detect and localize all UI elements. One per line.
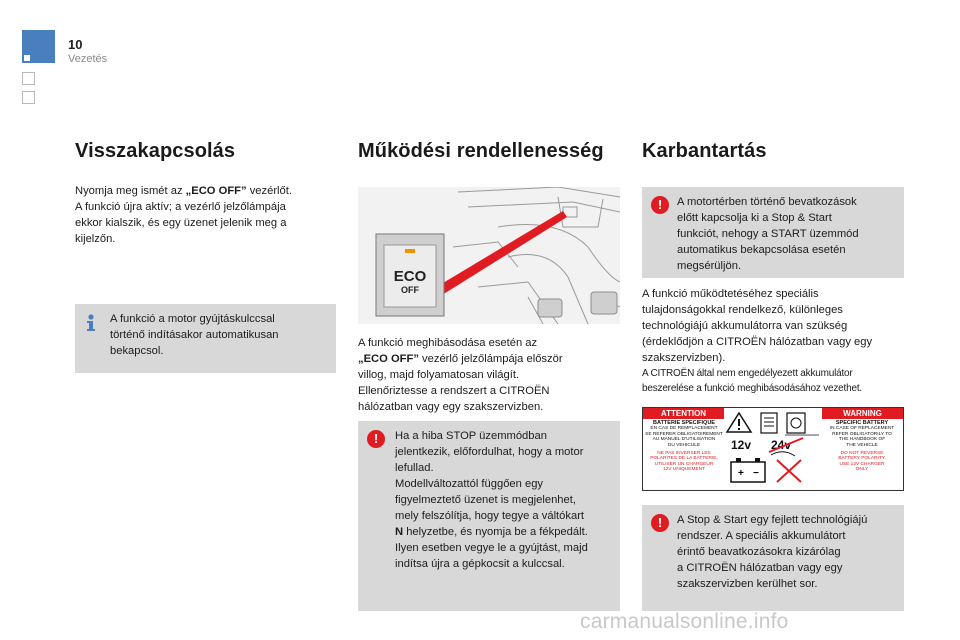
- warn1-line-1: A motortérben történő bevatkozások: [677, 196, 857, 208]
- warn1-line-5: megsérüljön.: [677, 260, 742, 272]
- col1-line-4: kijelzőn.: [75, 233, 116, 245]
- warn2-line-2: rendszer. A speciális akkumulátort: [677, 530, 846, 542]
- warn2-line-3: érintő beavatkozásokra kizárólag: [677, 546, 841, 558]
- warning-box-stop-mode: [358, 421, 620, 611]
- note-line-2: beszerelése a funkció meghibásodásához vezethet.: [642, 383, 862, 394]
- warn1-line-2: előtt kapcsolja ki a Stop & Start: [677, 212, 832, 224]
- warn-line-3: lefullad.: [395, 462, 434, 474]
- warning-icon: !: [367, 430, 385, 448]
- col3-line-3: technológiájú akkumulátorra van szükség: [642, 320, 848, 332]
- label-attention: ATTENTION: [643, 408, 724, 419]
- warn1-line-4: automatikus bekapcsolása esetén: [677, 244, 846, 256]
- svg-text:+: +: [738, 468, 744, 479]
- col1-line-3: ekkor kialszik, és egy üzenet jelenik meg a: [75, 217, 287, 229]
- warning-box-special-battery: [642, 505, 904, 611]
- section-marker-dot: [24, 55, 30, 61]
- label-en-text: SPECIFIC BATTERY IN CASE OF REPLACEMENT REFER OBLIGATORILY TO THE HANDBOOK OF THE VEHICLE DO NOT REVERSE BATTERY POLARITY, USE 12V CHARGER ONLY: [829, 420, 895, 473]
- warn2-line-5: szakszervizben kerülhet sor.: [677, 578, 818, 590]
- warn-line-7: N helyzetbe, és nyomja be a fékpedált.: [395, 526, 588, 538]
- heading-visszakapcsolas: Visszakapcsolás: [75, 140, 236, 162]
- label-12v: 12v: [731, 438, 752, 452]
- col2-line-3: villog, majd folyamatosan világít.: [358, 369, 520, 381]
- warn1-line-3: funkciót, nehogy a START üzemmód: [677, 228, 859, 240]
- warning-icon: !: [651, 514, 669, 532]
- eco-button-label: ECO: [393, 268, 427, 285]
- off-button-label: OFF: [401, 285, 419, 295]
- page-number: 10: [68, 37, 83, 52]
- note-line-1: A CITROËN által nem engedélyezett akkumulátor: [642, 368, 853, 379]
- section-title: Vezetés: [68, 53, 108, 65]
- warn-line-5: figyelmeztető üzenet is megjelenhet,: [395, 494, 576, 506]
- label-warning: WARNING: [822, 408, 903, 419]
- heading-mukodesi-rendellenesseg: Működési rendellenesség: [358, 140, 604, 162]
- warn2-line-4: a CITROËN hálózatban vagy egy: [677, 562, 843, 574]
- prohibited-24v-icon: [767, 436, 807, 454]
- warn-line-1: Ha a hiba STOP üzemmódban: [395, 430, 547, 442]
- label-24v: 24v: [771, 438, 792, 452]
- nav-square-2: [22, 91, 35, 104]
- col3-line-2: tulajdonságokkal rendelkező, különleges: [642, 304, 843, 316]
- warn-line-9: indítsa újra a gépkocsit a kulccsal.: [395, 558, 565, 570]
- warning-box-engine-bay: [642, 187, 904, 278]
- dashboard-illustration: [358, 187, 620, 324]
- warn-line-6: mely felszólítja, hogy tegye a váltókart: [395, 510, 585, 522]
- warn-line-8: Ilyen esetben vegye le a gyújtást, majd: [395, 542, 588, 554]
- watermark: carmanualsonline.info: [580, 610, 789, 633]
- battery-warning-label: [642, 407, 904, 491]
- label-fr-text: BATTERIE SPECIFIQUE EN CAS DE REMPLACEMENT SE REFERER OBLIGATOIREMENT AU MANUEL D'UTILISATION DU VEHICULE NE PAS INVERSER LES POLARITES DE LA BATTERIE, UTILISER UN CHARGEUR 12V UNIQUEMENT: [645, 420, 723, 473]
- warn2-line-1: A Stop & Start egy fejlett technológiájú: [677, 514, 868, 526]
- info-line-3: bekapcsol.: [110, 345, 164, 357]
- info-icon: [84, 314, 98, 332]
- col1-paragraph: [75, 183, 345, 247]
- col1-line-1: Nyomja meg ismét az „ECO OFF” vezérlőt.: [75, 185, 292, 197]
- info-line-2: történő indításakor automatikusan: [110, 329, 279, 341]
- svg-text:−: −: [753, 468, 759, 479]
- info-box: [75, 304, 336, 373]
- eco-off-photo: [358, 187, 620, 324]
- col2-line-4: Ellenőriztesse a rendszert a CITROËN: [358, 385, 550, 397]
- col2-line-1: A funkció meghibásodása esetén az: [358, 337, 538, 349]
- info-line-1: A funkció a motor gyújtáskulccsal: [110, 313, 275, 325]
- col3-line-4: (érdeklődjön a CITROËN hálózatban vagy egy: [642, 336, 873, 348]
- col3-note: [642, 366, 942, 396]
- section-marker: [22, 30, 55, 63]
- col3-line-5: szakszervizben).: [642, 352, 726, 364]
- col2-line-2: „ECO OFF” vezérlő jelzőlámpája először: [358, 353, 563, 365]
- nav-square-1: [22, 72, 35, 85]
- warn-line-4: Modellváltozattól függően egy: [395, 478, 544, 490]
- col1-line-2: A funkció újra aktív; a vezérlő jelzőlámpája: [75, 201, 286, 213]
- warning-icon: !: [651, 196, 669, 214]
- col2-paragraph: [358, 335, 620, 415]
- col3-paragraph: [642, 286, 912, 366]
- col2-line-5: hálózatban vagy egy szakszervizben.: [358, 401, 544, 413]
- warn-line-2: jelentkezik, előfordulhat, hogy a motor: [395, 446, 584, 458]
- col3-line-1: A funkció működtetéséhez speciális: [642, 288, 819, 300]
- heading-karbantartas: Karbantartás: [642, 140, 767, 162]
